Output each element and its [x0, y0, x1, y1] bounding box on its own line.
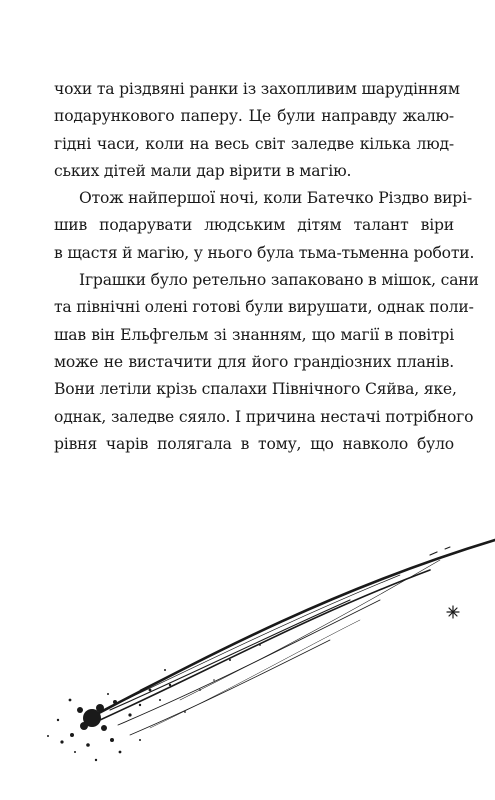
text-line: в щастя й магію, у нього була тьма-тьменна роботи.	[54, 243, 475, 262]
text-line: шав він Ельфгельм зі знанням, що магії в повітрі	[54, 325, 454, 344]
text-line: та північні олені готові були вирушати, однак поли-	[54, 298, 474, 317]
paragraph-3	[54, 267, 479, 458]
body-text	[54, 76, 479, 458]
text-line: Вони летіли крізь спалахи Північного Сяйва, яке,	[54, 380, 457, 399]
text-line: ських дітей мали дар вірити в магію.	[54, 161, 352, 180]
text-line: Отож найпершої ночі, коли Батечко Різдво вирі-	[79, 189, 472, 208]
text-line: чохи та різдвяні ранки із захопливим шарудінням	[54, 80, 460, 98]
text-line: шив подарувати людським дітям талант віри	[54, 216, 454, 235]
text-line: гідні часи, коли на весь світ заледве кілька люд-	[54, 134, 454, 153]
text-line: подарункового паперу. Це були направду жалю-	[54, 107, 454, 126]
shooting-star-icon	[0, 520, 495, 800]
text-line: рівня чарів полягала в тому, що навколо було	[54, 434, 454, 453]
text-line: Іграшки було ретельно запаковано в мішок, сани	[79, 271, 479, 290]
paragraph-1	[54, 76, 460, 185]
paragraph-2	[54, 185, 475, 267]
text-line: однак, заледве сяяло. І причина нестачі потрібного	[54, 407, 474, 426]
text-line: може не вистачити для його грандіозних планів.	[54, 352, 454, 371]
